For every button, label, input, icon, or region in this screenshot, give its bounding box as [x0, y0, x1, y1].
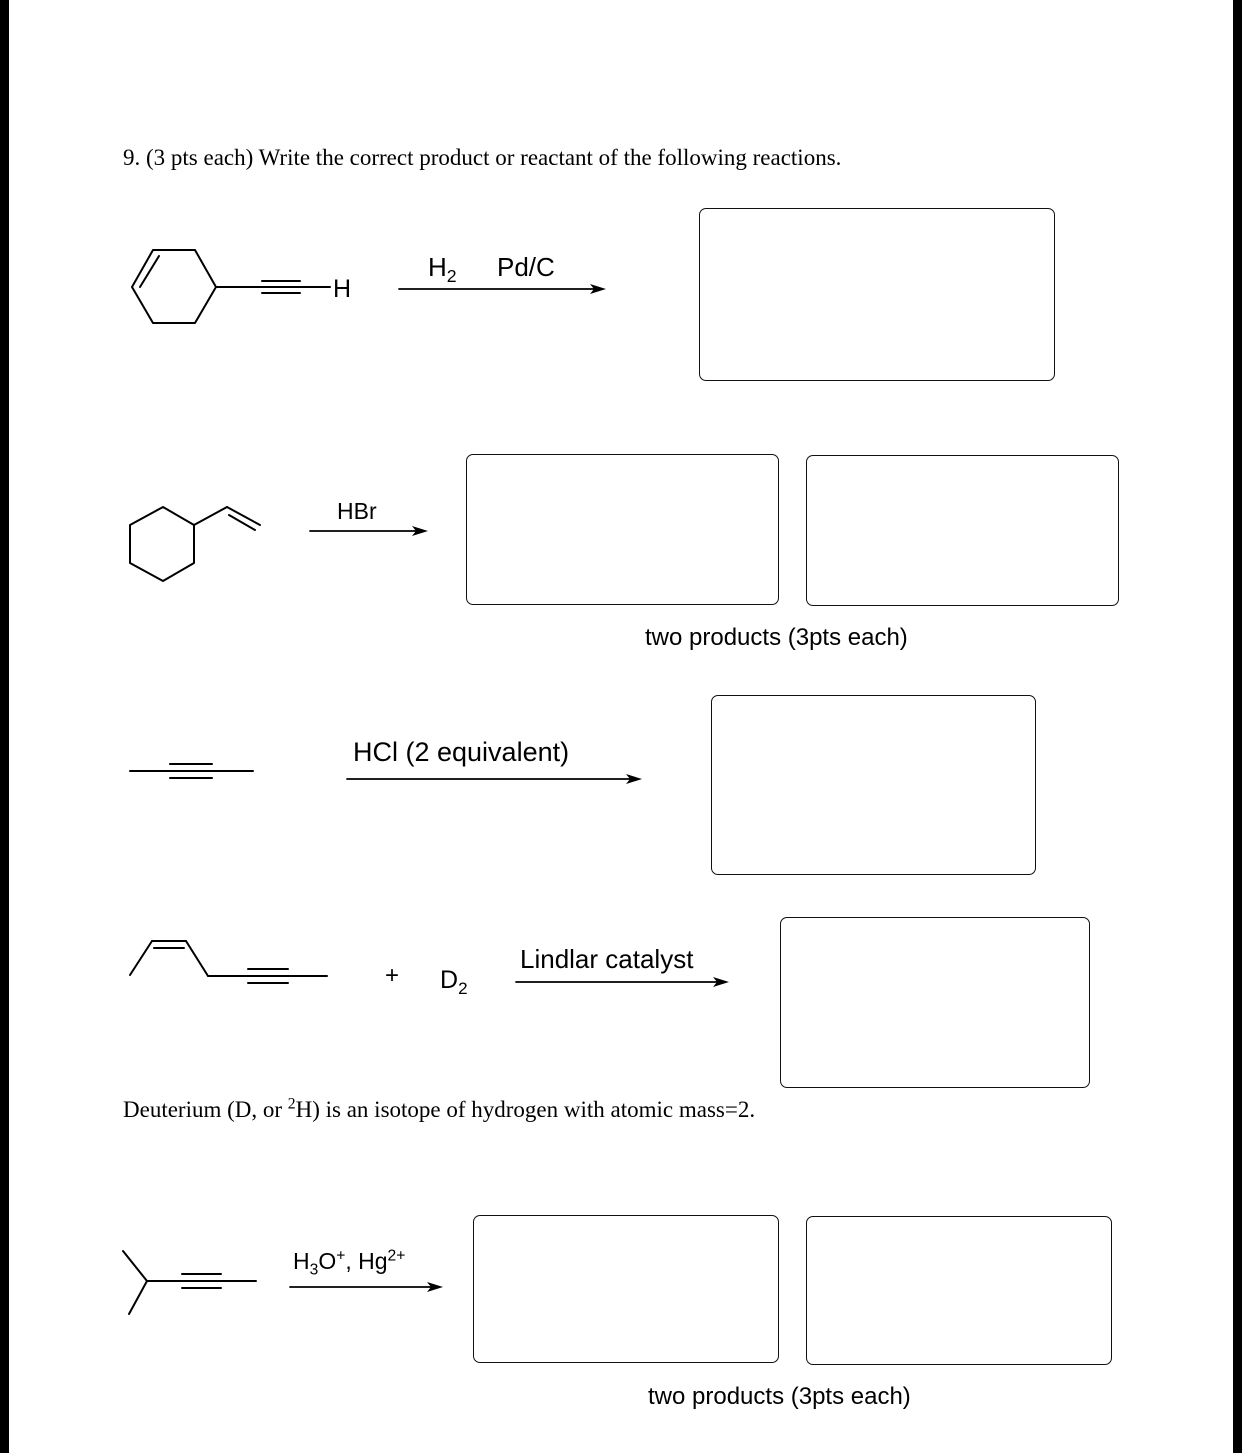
- footnote-superscript: 2: [287, 1095, 296, 1113]
- answer-box-1[interactable]: [699, 208, 1055, 381]
- reagent-h3o-hg: [293, 1247, 406, 1279]
- reagent-h2-main: H: [428, 252, 447, 282]
- reagent-hbr: HBr: [337, 498, 377, 524]
- enyne-structure: [130, 941, 327, 983]
- cyclohexenyl-acetylene-structure: [132, 250, 330, 323]
- methylbutyne-structure: [123, 1251, 256, 1314]
- two-products-note-1: two products (3pts each): [645, 624, 908, 651]
- reaction-arrow-5: [290, 1282, 443, 1292]
- answer-box-2a[interactable]: [466, 454, 779, 605]
- answer-box-2b[interactable]: [806, 455, 1119, 606]
- reagent-h2-subscript: 2: [446, 266, 457, 287]
- terminal-h-label: H: [333, 275, 352, 303]
- reagent-o-charge: +: [336, 1247, 346, 1265]
- answer-box-4[interactable]: [780, 917, 1090, 1088]
- question-text: 9. (3 pts each) Write the correct product or reactant of the following reactions.: [123, 145, 842, 170]
- reagent-hg-charge: 2+: [387, 1247, 406, 1265]
- answer-box-5b[interactable]: [806, 1216, 1112, 1365]
- reaction-arrow-1: [399, 284, 606, 294]
- footnote-part-b: H) is an isotope of hydrogen with atomic mass=2.: [295, 1097, 756, 1122]
- internal-alkyne-structure: [130, 764, 253, 778]
- reagent-hg: , Hg: [345, 1248, 388, 1274]
- answer-box-5a[interactable]: [473, 1215, 779, 1363]
- reagent-d2-main: D: [440, 966, 459, 994]
- reaction-arrow-3: [347, 774, 642, 784]
- reagent-h: H: [293, 1248, 310, 1274]
- reagent-o: O: [318, 1248, 337, 1274]
- plus-sign: +: [385, 962, 400, 989]
- reaction-arrow-4: [516, 977, 729, 987]
- answer-box-3[interactable]: [711, 695, 1036, 875]
- two-products-note-2: two products (3pts each): [648, 1383, 911, 1410]
- vinylcyclohexane-structure: [130, 507, 260, 581]
- footnote-part-a: Deuterium (D, or: [123, 1097, 288, 1122]
- reagent-d2: [440, 966, 468, 998]
- reagent-lindlar: Lindlar catalyst: [520, 944, 694, 974]
- reagent-d2-subscript: 2: [458, 979, 468, 998]
- deuterium-footnote: [123, 1095, 756, 1122]
- reagent-h-subscript: 3: [309, 1261, 319, 1279]
- reagent-h2: [428, 252, 457, 287]
- reagent-hcl: HCl (2 equivalent): [353, 737, 570, 767]
- reagent-pd-c: Pd/C: [497, 252, 555, 282]
- reaction-arrow-2: [310, 526, 428, 536]
